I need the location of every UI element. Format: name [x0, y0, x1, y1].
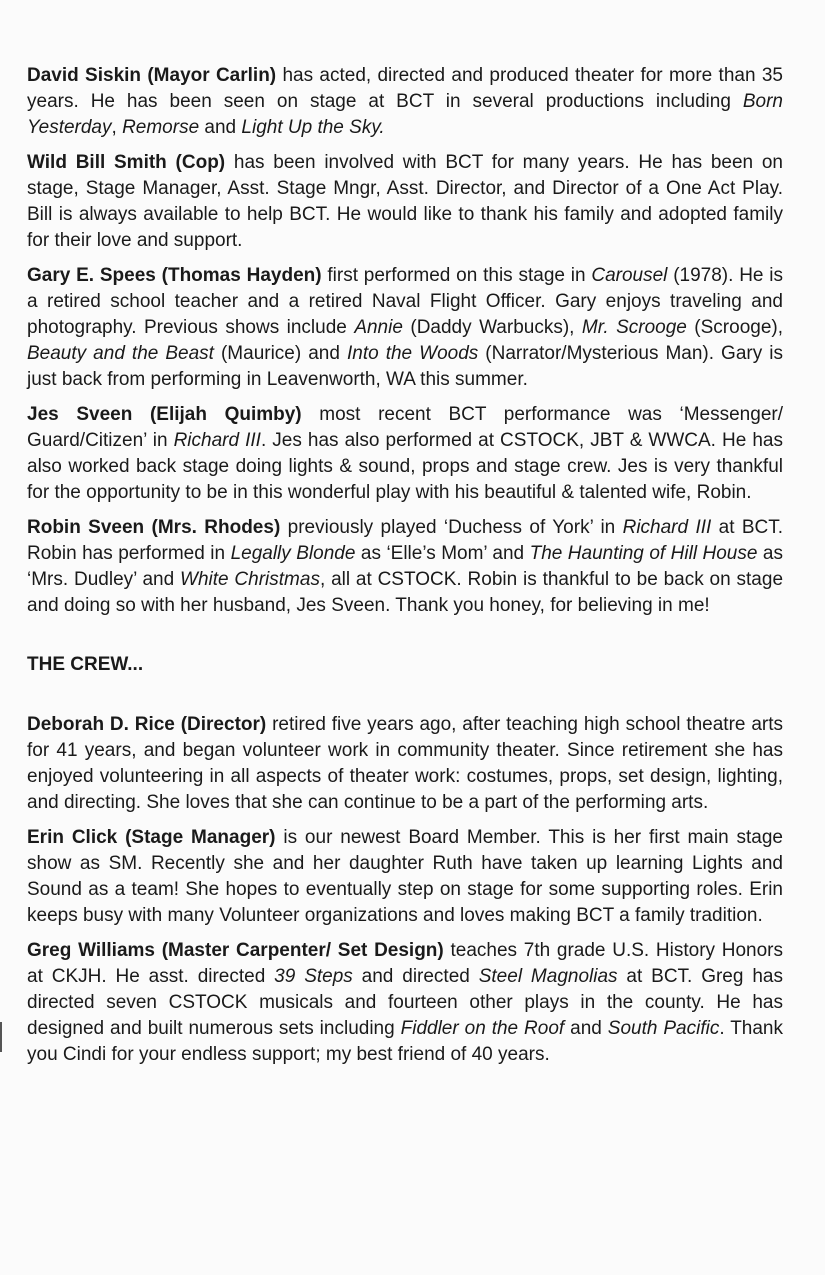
production-title: Beauty and the Beast	[27, 343, 214, 364]
bio-text: (Narrator/Mysterious Man). Gary is just back from performing in Leavenworth, WA this summer.	[27, 343, 783, 390]
bio-name-role: Wild Bill Smith (Cop)	[27, 152, 226, 173]
bio-text: most recent BCT performance was ‘Messenger/ Guard/Citizen’ in	[27, 404, 783, 451]
bio-text: as ‘Mrs. Dudley’ and	[27, 543, 783, 590]
bio-text: previously played ‘Duchess of York’ in	[280, 517, 623, 538]
bio-text: has acted, directed and produced theater for more than 35 years. He has been seen on stage at BCT in several productions including	[27, 65, 783, 112]
bio-paragraph	[27, 515, 783, 619]
production-title: Remorse	[122, 117, 200, 138]
production-title: Richard III	[622, 517, 712, 538]
crew-bios-section	[27, 712, 783, 1068]
bio-name-role: Greg Williams (Master Carpenter/ Set Design)	[27, 940, 444, 961]
bio-text: ,	[111, 117, 123, 138]
bio-text: is our newest Board Member. This is her first main stage show as SM. Recently she and her daughter Ruth have taken up learning Lights and Sound as a team! She hopes to eventually step on stage for some supporting roles. Erin keeps busy with many Volunteer organizations and loves making BCT a family tradition.	[27, 827, 783, 926]
bio-text: . Thank you Cindi for your endless support; my best friend of 40 years.	[27, 1018, 784, 1065]
production-title: Light Up the Sky.	[241, 117, 385, 138]
bio-paragraph	[27, 712, 783, 816]
bio-text: at BCT. Robin has performed in	[27, 517, 784, 564]
bio-text: and	[564, 1018, 608, 1039]
bio-paragraph	[27, 825, 783, 929]
bio-text: has been involved with BCT for many years. He has been on stage, Stage Manager, Asst. Stage Mngr, Asst. Director, and Director of a One Act Play. Bill is always available to help BCT. He would like to thank his family and adopted family for their love and support.	[27, 152, 783, 251]
production-title: The Haunting of Hill House	[529, 543, 758, 564]
bio-text: , all at CSTOCK. Robin is thankful to be back on stage and doing so with her husband, Jes Sveen. Thank you honey, for believing in me!	[27, 569, 784, 616]
bio-paragraph	[27, 402, 783, 506]
production-title: South Pacific	[607, 1018, 720, 1039]
bio-text: (1978). He is a retired school teacher and a retired Naval Flight Officer. Gary enjoys traveling and photography. Previous shows include	[27, 265, 783, 338]
production-title: Legally Blonde	[230, 543, 356, 564]
production-title: Steel Magnolias	[478, 966, 618, 987]
bio-paragraph	[27, 63, 783, 141]
bio-name-role: Gary E. Spees (Thomas Hayden)	[27, 265, 322, 286]
bio-name-role: Robin Sveen (Mrs. Rhodes)	[27, 517, 281, 538]
bio-name-role: David Siskin (Mayor Carlin)	[27, 65, 277, 86]
production-title: Carousel	[591, 265, 668, 286]
bio-text: (Scrooge),	[686, 317, 783, 338]
production-title: Annie	[354, 317, 403, 338]
bio-text: teaches 7th grade U.S. History Honors at CKJH. He asst. directed	[27, 940, 783, 987]
crew-heading: THE CREW...	[27, 654, 144, 675]
bio-text: and directed	[352, 966, 479, 987]
production-title: Fiddler on the Roof	[400, 1018, 565, 1039]
bio-text: retired five years ago, after teaching high school theatre arts for 41 years, and began volunteer work in community theater. Since retirement she has enjoyed volunteering in all aspects of theater work: costumes, props, set design, lighting, and directing. She loves that she can continue to be a part of the performing arts.	[27, 714, 783, 813]
bio-text: as ‘Elle’s Mom’ and	[355, 543, 530, 564]
cast-bios-section	[27, 63, 783, 619]
bio-name-role: Erin Click (Stage Manager)	[27, 827, 276, 848]
bio-text: (Maurice) and	[213, 343, 347, 364]
production-title: Into the Woods	[346, 343, 479, 364]
bio-text: first performed on this stage in	[321, 265, 592, 286]
scan-edge-mark	[0, 1022, 2, 1052]
bio-text: (Daddy Warbucks),	[402, 317, 582, 338]
production-title: 39 Steps	[274, 966, 353, 987]
production-title: Born Yesterday	[27, 91, 783, 138]
production-title: Richard III	[173, 430, 261, 451]
bio-name-role: Deborah D. Rice (Director)	[27, 714, 267, 735]
bio-text: at BCT. Greg has directed seven CSTOCK musicals and fourteen other plays in the county. He has designed and built numerous sets including	[27, 966, 783, 1039]
bio-text: and	[199, 117, 242, 138]
production-title: White Christmas	[180, 569, 320, 590]
production-title: Mr. Scrooge	[581, 317, 687, 338]
bio-paragraph	[27, 263, 783, 393]
bio-paragraph	[27, 938, 783, 1068]
bio-paragraph	[27, 150, 783, 254]
bio-text: . Jes has also performed at CSTOCK, JBT & WWCA. He has also worked back stage doing lights & sound, props and stage crew. Jes is very thankful for the opportunity to be in this wonderful play with his beautiful & talented wife, Robin.	[27, 430, 783, 503]
bio-name-role: Jes Sveen (Elijah Quimby)	[27, 404, 302, 425]
